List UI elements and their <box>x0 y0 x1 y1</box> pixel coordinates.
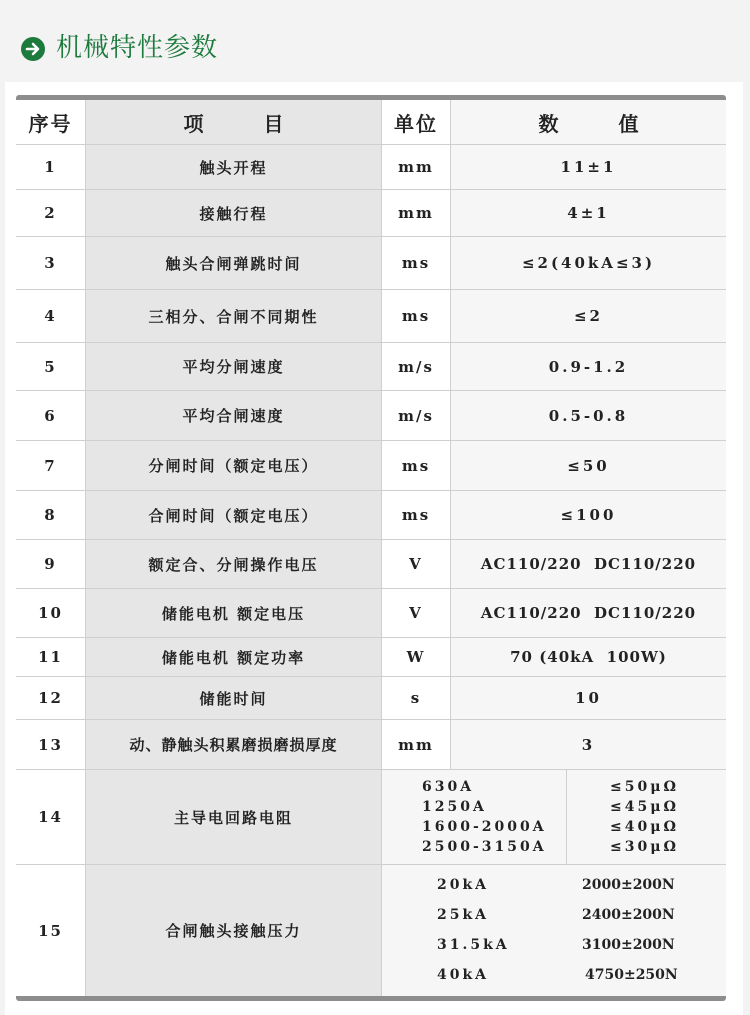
row-4-unit: ms <box>382 290 451 343</box>
row-4-no: 4 <box>16 290 86 343</box>
row-12-item: 储能时间 <box>86 677 382 720</box>
row-13-value: 3 <box>451 720 726 770</box>
row-10-value: AC110/220 DC110/220 <box>451 589 726 638</box>
row-4-value: ≤2 <box>451 290 726 343</box>
row-11-no: 11 <box>16 638 86 677</box>
row-15-rating-1: 20kA <box>437 877 490 893</box>
row-8-item: 合闸时间（额定电压） <box>86 491 382 540</box>
row-12-value: 10 <box>451 677 726 720</box>
row-14-no: 14 <box>16 770 86 865</box>
row-14-current-4: 2500-3150A <box>422 839 547 855</box>
row-3-item: 触头合闸弹跳时间 <box>86 237 382 290</box>
row-15-values <box>382 865 726 996</box>
section-header <box>0 0 750 82</box>
row-9-value: AC110/220 DC110/220 <box>451 540 726 589</box>
row-14-resistance-2: ≤45μΩ <box>610 799 679 815</box>
row-11-item: 储能电机 额定功率 <box>86 638 382 677</box>
arrow-right-circle-icon <box>21 37 45 61</box>
spec-table <box>16 95 726 1001</box>
row-2-item: 接触行程 <box>86 190 382 237</box>
row-13-no: 13 <box>16 720 86 770</box>
row-3-unit: ms <box>382 237 451 290</box>
row-5-unit: m/s <box>382 343 451 391</box>
row-5-value: 0.9-1.2 <box>451 343 726 391</box>
row-1-unit: mm <box>382 145 451 190</box>
column-header-value: 数 值 <box>451 100 726 145</box>
row-15-force-4: 4750±250N <box>585 967 678 983</box>
row-8-value: ≤100 <box>451 491 726 540</box>
row-5-no: 5 <box>16 343 86 391</box>
row-14-current-3: 1600-2000A <box>422 819 547 835</box>
row-14-divider <box>566 770 567 865</box>
row-14-resistance-3: ≤40μΩ <box>610 819 679 835</box>
row-14-current-2: 1250A <box>422 799 487 815</box>
row-14-current-1: 630A <box>422 779 475 795</box>
row-5-item: 平均分闸速度 <box>86 343 382 391</box>
row-15-rating-2: 25kA <box>437 907 490 923</box>
row-15-item: 合闸触头接触压力 <box>86 865 382 996</box>
row-6-value: 0.5-0.8 <box>451 391 726 441</box>
row-9-unit: V <box>382 540 451 589</box>
row-8-no: 8 <box>16 491 86 540</box>
row-12-unit: s <box>382 677 451 720</box>
row-8-unit: ms <box>382 491 451 540</box>
row-6-no: 6 <box>16 391 86 441</box>
column-header-item: 项 目 <box>86 100 382 145</box>
row-9-item: 额定合、分闸操作电压 <box>86 540 382 589</box>
row-1-no: 1 <box>16 145 86 190</box>
row-13-unit: mm <box>382 720 451 770</box>
row-15-force-2: 2400±200N <box>582 907 675 923</box>
row-14-values <box>382 770 726 865</box>
row-6-unit: m/s <box>382 391 451 441</box>
row-14-resistance-1: ≤50μΩ <box>610 779 679 795</box>
row-15-rating-4: 40kA <box>437 967 490 983</box>
row-4-item: 三相分、合闸不同期性 <box>86 290 382 343</box>
row-10-no: 10 <box>16 589 86 638</box>
row-11-unit: W <box>382 638 451 677</box>
row-9-no: 9 <box>16 540 86 589</box>
row-3-value: ≤2(40kA≤3) <box>451 237 726 290</box>
row-11-value: 70 (40kA 100W) <box>451 638 726 677</box>
row-1-value: 11±1 <box>451 145 726 190</box>
row-15-no: 15 <box>16 865 86 996</box>
row-3-no: 3 <box>16 237 86 290</box>
row-10-unit: V <box>382 589 451 638</box>
page-title: 机械特性参数 <box>56 33 219 63</box>
column-header-no: 序号 <box>16 100 86 145</box>
row-10-item: 储能电机 额定电压 <box>86 589 382 638</box>
row-14-item: 主导电回路电阻 <box>86 770 382 865</box>
row-7-value: ≤50 <box>451 441 726 491</box>
row-13-item: 动、静触头积累磨损磨损厚度 <box>86 720 382 770</box>
row-6-item: 平均合闸速度 <box>86 391 382 441</box>
row-7-item: 分闸时间（额定电压） <box>86 441 382 491</box>
row-15-force-3: 3100±200N <box>582 937 675 953</box>
row-7-no: 7 <box>16 441 86 491</box>
row-2-unit: mm <box>382 190 451 237</box>
column-header-unit: 单位 <box>382 100 451 145</box>
row-15-force-1: 2000±200N <box>582 877 675 893</box>
row-2-value: 4±1 <box>451 190 726 237</box>
row-15-rating-3: 31.5kA <box>437 937 510 953</box>
row-12-no: 12 <box>16 677 86 720</box>
row-7-unit: ms <box>382 441 451 491</box>
row-2-no: 2 <box>16 190 86 237</box>
row-14-resistance-4: ≤30μΩ <box>610 839 679 855</box>
row-1-item: 触头开程 <box>86 145 382 190</box>
